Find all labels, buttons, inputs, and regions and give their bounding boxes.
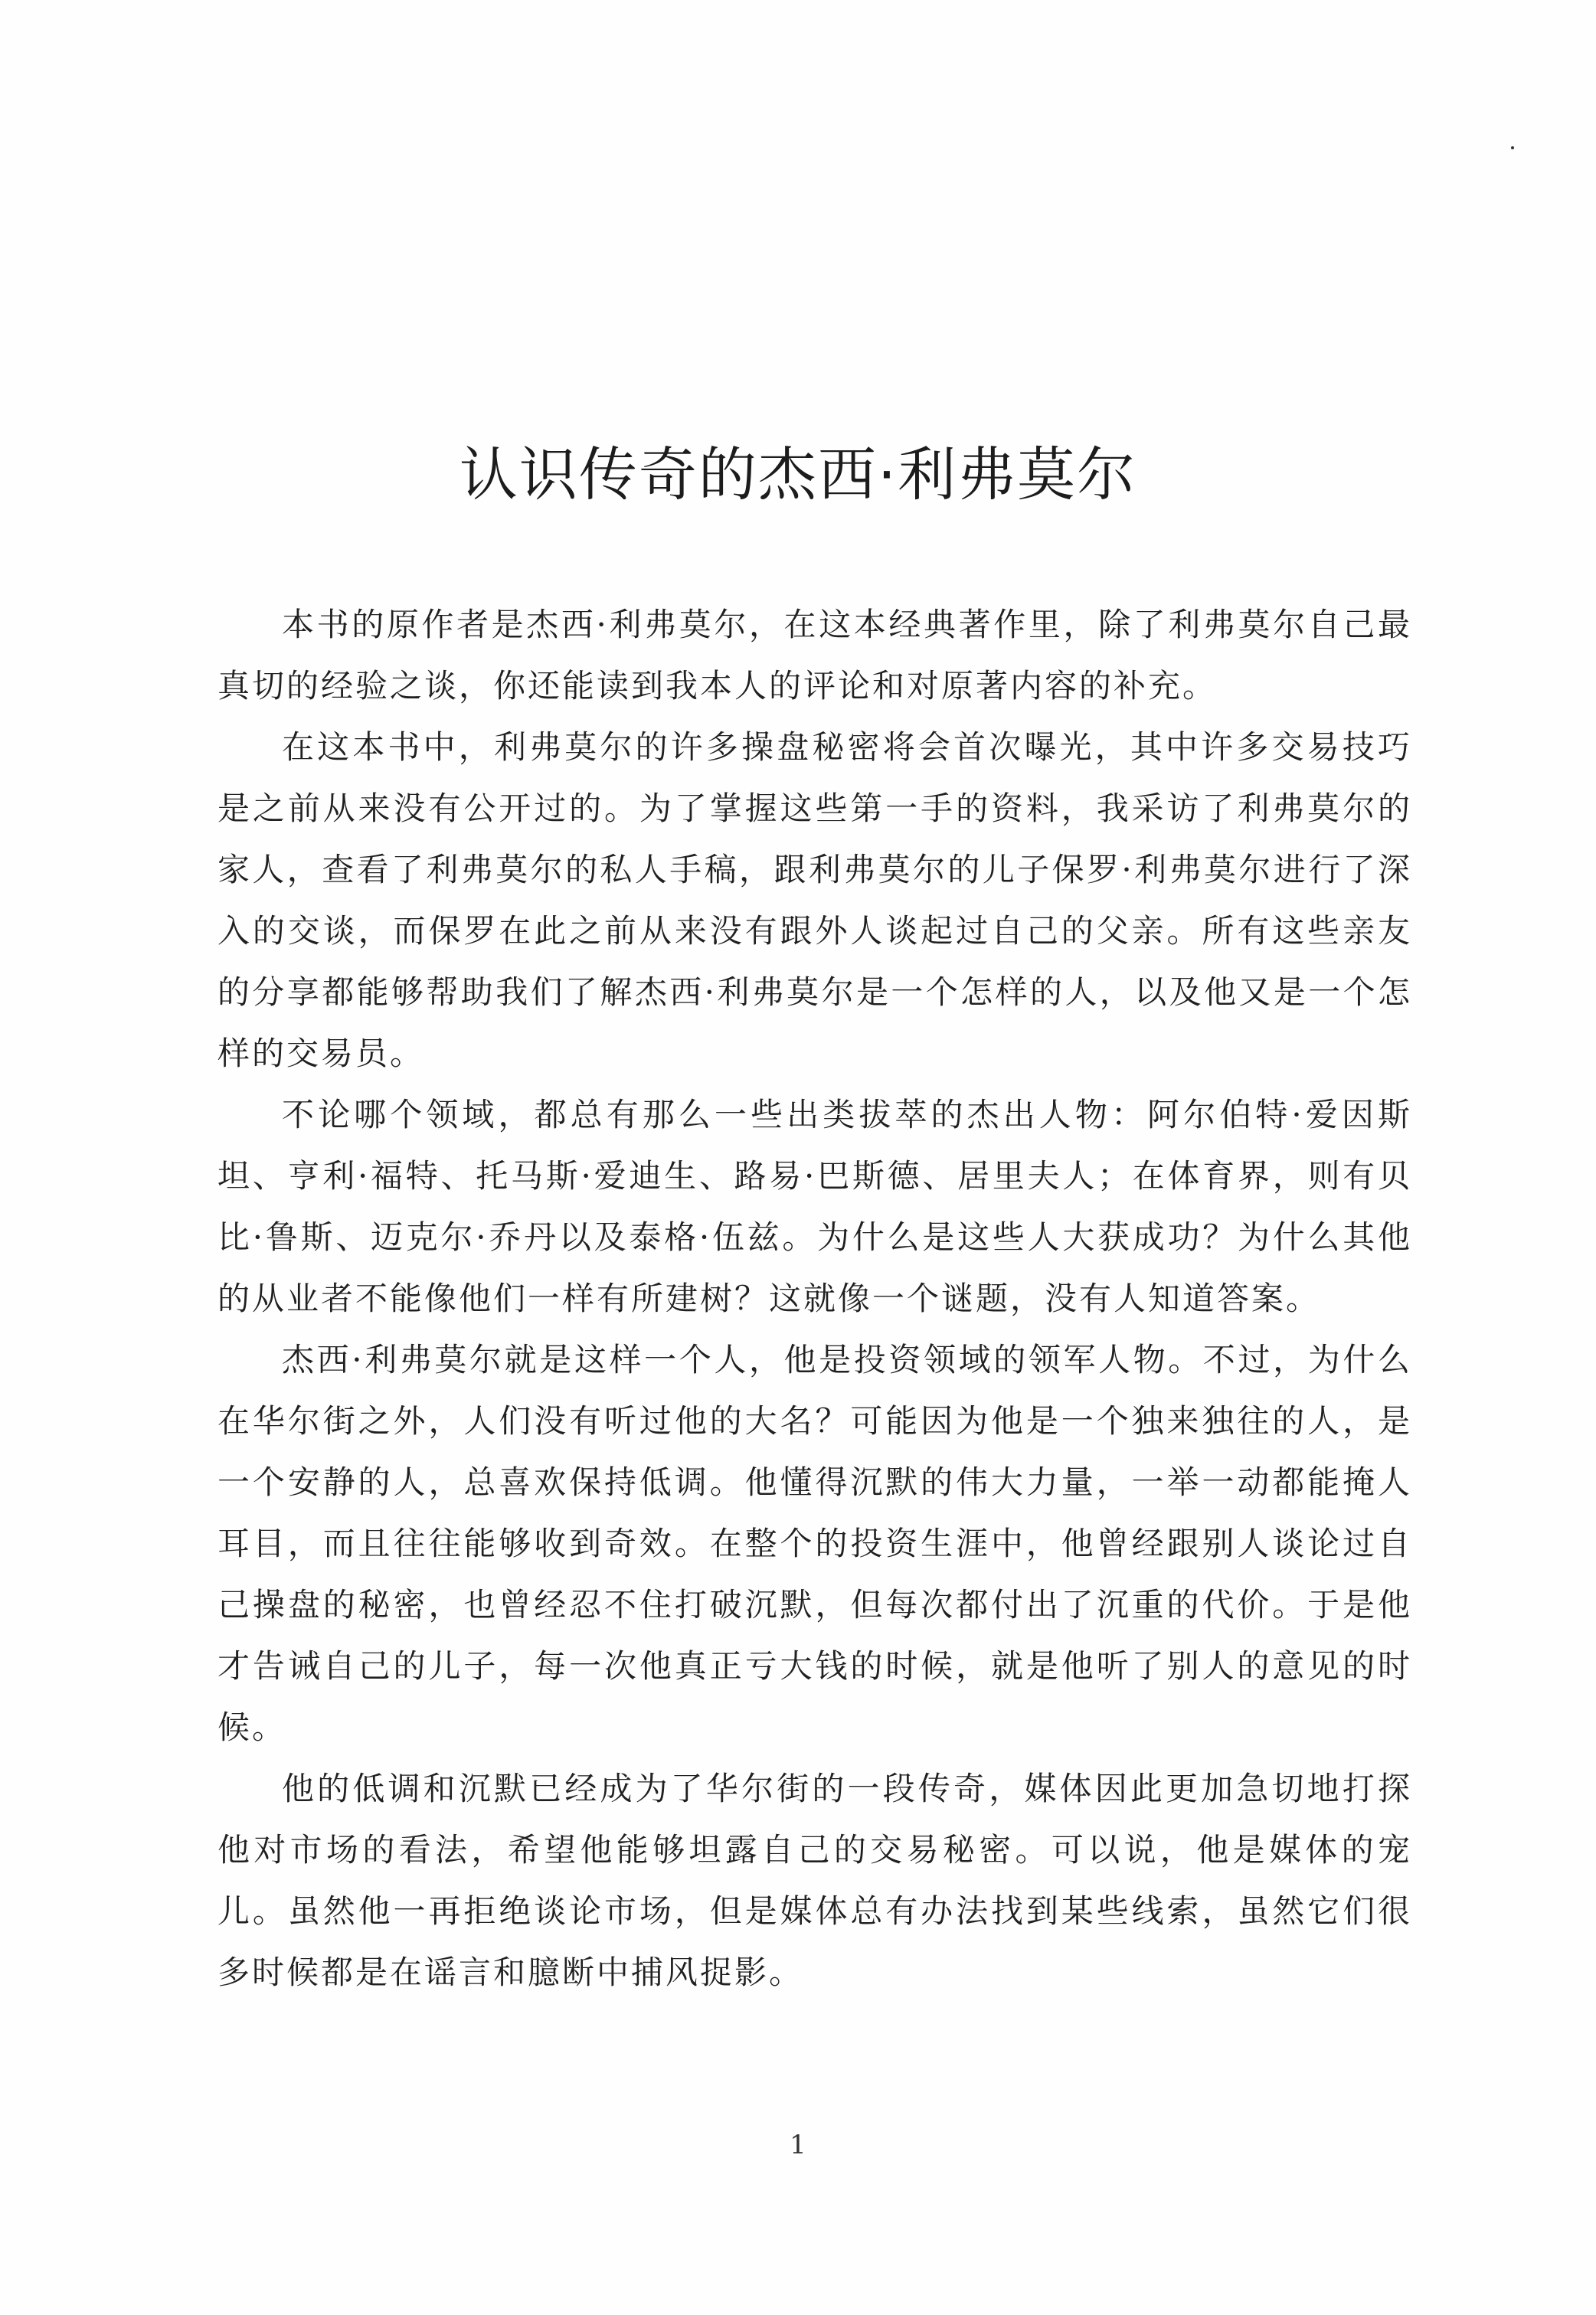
paragraph: 杰西·利弗莫尔就是这样一个人，他是投资领域的领军人物。不过，为什么在华尔街之外，人们没有听过他的大名？可能因为他是一个独来独往的人，是一个安静的人，总喜欢保持低调。他懂得沉默的伟大力量，一举一动都能掩人耳目，而且往往能够收到奇效。在整个的投资生涯中，他曾经跟别人谈论过自己操盘的秘密，也曾经忍不住打破沉默，但每次都付出了沉重的代价。于是他才告诫自己的儿子，每一次他真正亏大钱的时候，就是他听了别人的意见的时候。: [217, 1341, 1412, 1746]
paragraph: 他的低调和沉默已经成为了华尔街的一段传奇，媒体因此更加急切地打探他对市场的看法，希望他能够坦露自己的交易秘密。可以说，他是媒体的宠儿。虽然他一再拒绝谈论市场，但是媒体总有办法找到某些线索，虽然它们很多时候都是在谣言和臆断中捕风捉影。: [217, 1770, 1412, 1991]
paragraph: 在这本书中，利弗莫尔的许多操盘秘密将会首次曝光，其中许多交易技巧是之前从来没有公开过的。为了掌握这些第一手的资料，我采访了利弗莫尔的家人，查看了利弗莫尔的私人手稿，跟利弗莫尔的儿子保罗·利弗莫尔进行了深入的交谈，而保罗在此之前从来没有跟外人谈起过自己的父亲。所有这些亲友的分享都能够帮助我们了解杰西·利弗莫尔是一个怎样的人，以及他又是一个怎样的交易员。: [217, 728, 1412, 1072]
page-number: 1: [790, 2130, 806, 2160]
chapter-title: 认识传奇的杰西·利弗莫尔: [459, 440, 1137, 508]
chapter-body: [217, 594, 1412, 2003]
paragraph: 不论哪个领域，都总有那么一些出类拔萃的杰出人物：阿尔伯特·爱因斯坦、亨利·福特、托马斯·爱迪生、路易·巴斯德、居里夫人；在体育界，则有贝比·鲁斯、迈克尔·乔丹以及泰格·伍兹。为什么是这些人大获成功？为什么其他的从业者不能像他们一样有所建树？这就像一个谜题，没有人知道答案。: [217, 1096, 1412, 1317]
scan-speck: [1511, 146, 1514, 149]
paragraph: 本书的原作者是杰西·利弗莫尔，在这本经典著作里，除了利弗莫尔自己最真切的经验之谈，你还能读到我本人的评论和对原著内容的补充。: [217, 606, 1412, 705]
